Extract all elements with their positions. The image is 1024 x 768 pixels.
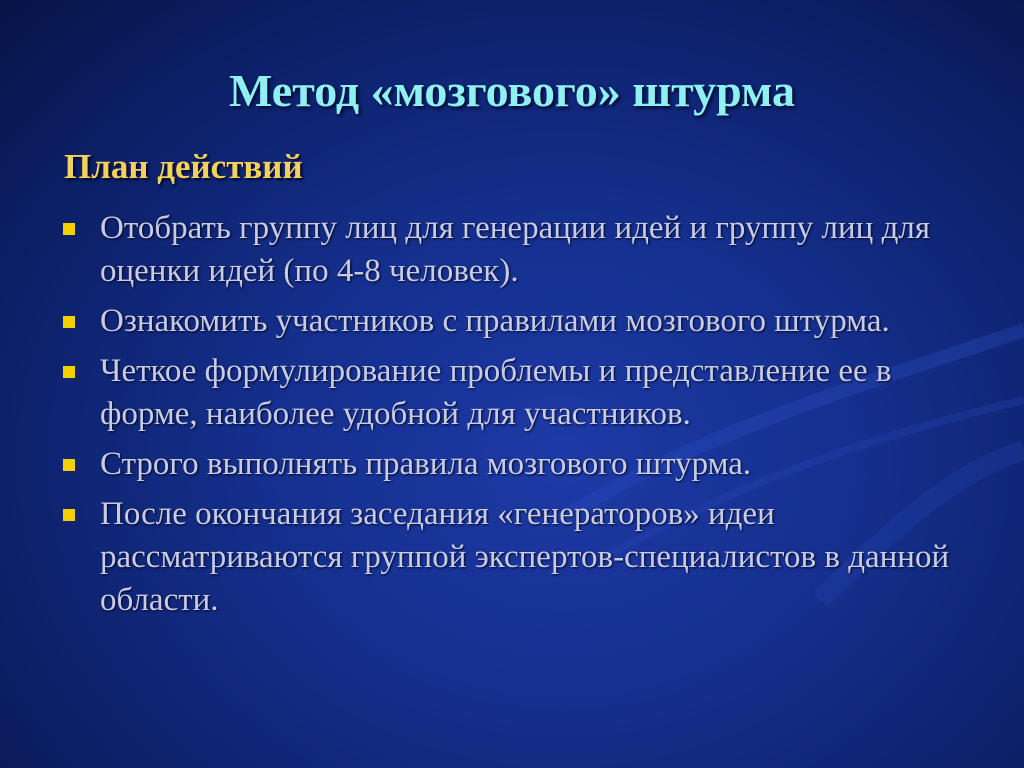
bullet-text: Отобрать группу лиц для генерации идей и группу лиц для оценки идей (по 4-8 человек). [100, 210, 931, 289]
slide-title: Метод «мозгового» штурма [229, 65, 795, 116]
bullet-text: После окончания заседания «генераторов» идеи рассматриваются группой экспертов-специалистов в данной области. [100, 496, 950, 618]
bullet-text: Четкое формулирование проблемы и представление ее в форме, наиболее удобной для участников. [100, 353, 892, 432]
bullet-item [60, 300, 960, 343]
bullet-text: Строго выполнять правила мозгового штурма. [100, 446, 752, 482]
square-bullet-icon [63, 223, 75, 235]
square-bullet-icon [63, 316, 75, 328]
bullet-item [60, 350, 960, 436]
bullet-item [60, 207, 960, 293]
bullet-list [60, 207, 960, 629]
square-bullet-icon [63, 366, 75, 378]
square-bullet-icon [63, 509, 75, 521]
bullet-text: Ознакомить участников с правилами мозгового штурма. [100, 303, 890, 339]
bullet-item [60, 443, 960, 486]
bullet-item [60, 493, 960, 622]
square-bullet-icon [63, 459, 75, 471]
slide-subtitle: План действий [64, 147, 303, 186]
